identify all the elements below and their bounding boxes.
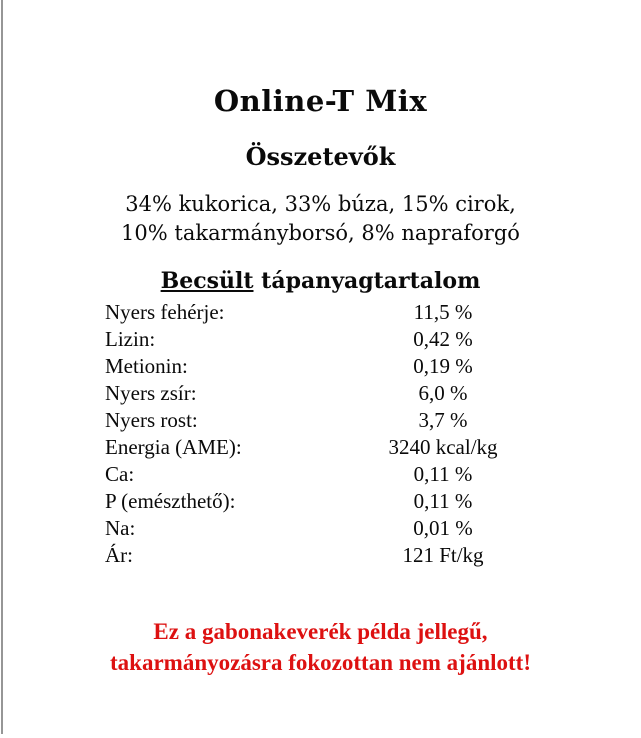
page-title: Online-T Mix [213,84,428,118]
left-edge-line [1,0,3,734]
nutrient-label: Ár: [105,543,133,567]
nutrient-label: Na: [105,516,136,540]
table-row [105,461,533,488]
nutrient-label: Energia (AME): [105,435,242,459]
nutrient-value: 0,19 % [413,354,473,378]
table-row [105,380,533,407]
nutrients-heading-rest: tápanyagtartalom [253,268,481,294]
nutrient-value: 0,11 % [413,489,473,513]
nutrients-heading-underlined-word: Becsült [160,268,254,294]
warning-text [0,616,641,678]
table-row [105,407,533,434]
nutrient-label: Metionin: [105,354,188,378]
nutrient-value: 0,11 % [413,462,473,486]
ingredients-line-2: 10% takarmányborsó, 8% napraforgó [121,221,520,245]
nutrient-value: 3240 kcal/kg [388,435,498,459]
nutrient-value: 6,0 % [418,381,468,405]
nutrient-value: 0,42 % [413,327,473,351]
table-row [105,326,533,353]
nutrient-value: 121 Ft/kg [402,543,484,567]
nutrient-label: Nyers zsír: [105,381,197,405]
table-row [105,299,533,326]
nutrient-value: 11,5 % [413,300,473,324]
nutrient-label: P (emészthető): [105,489,236,513]
table-row [105,353,533,380]
ingredients-line-1: 34% kukorica, 33% búza, 15% cirok, [125,192,516,216]
table-row [105,434,533,461]
table-row [105,488,533,515]
nutrient-label: Ca: [105,462,135,486]
ingredients-list [0,190,641,248]
nutrient-label: Nyers fehérje: [105,300,225,324]
nutrient-value: 0,01 % [413,516,473,540]
table-row [105,542,533,569]
nutrients-table [105,299,533,569]
warning-line-2: takarmányozásra fokozottan nem ajánlott! [110,650,531,675]
nutrient-label: Lizin: [105,327,156,351]
ingredients-heading: Összetevők [245,142,396,171]
nutrient-value: 3,7 % [418,408,468,432]
nutrients-heading [0,266,641,296]
table-row [105,515,533,542]
nutrient-label: Nyers rost: [105,408,198,432]
warning-line-1: Ez a gabonakeverék példa jellegű, [153,619,488,644]
